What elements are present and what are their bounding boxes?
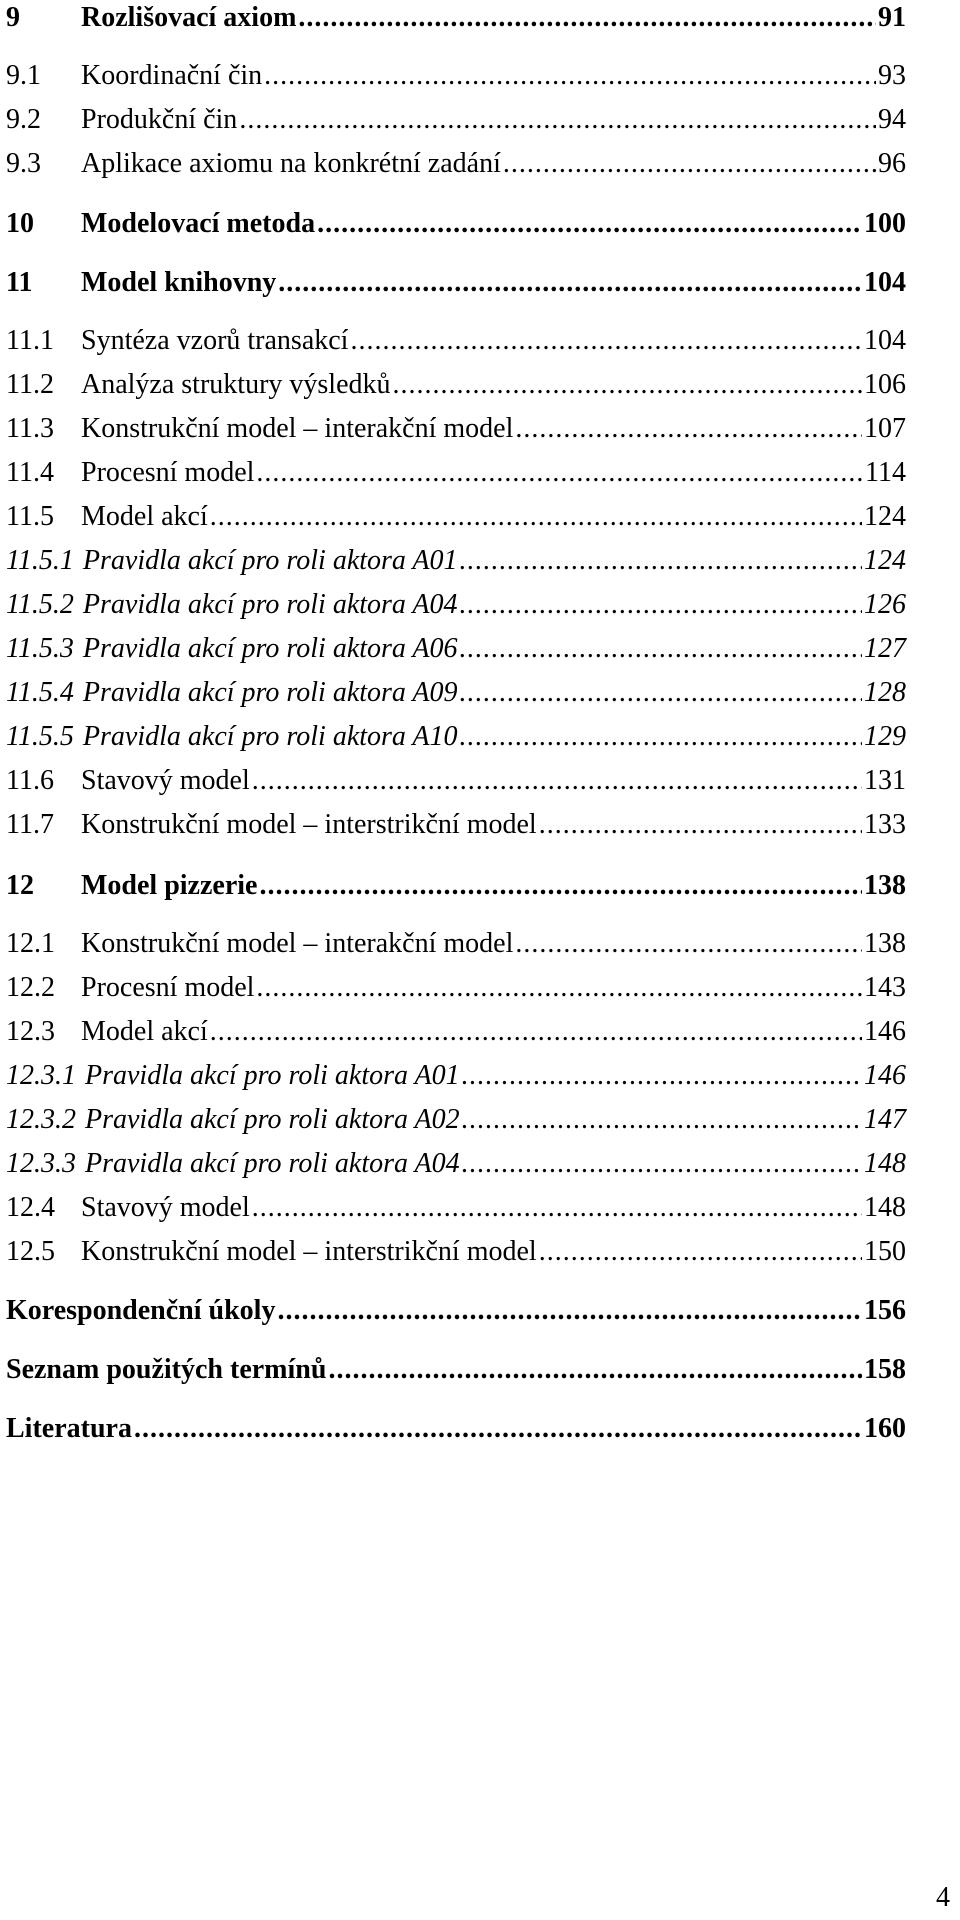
toc-entry-title: Procesní model: [81, 457, 255, 488]
toc-leader-dots: [259, 868, 862, 904]
toc-entry-title: Pravidla akcí pro roli aktora A09: [82, 677, 458, 708]
toc-entry-title: Rozlišovací axiom: [81, 2, 297, 33]
toc-entry-title: Koordinační čin: [81, 60, 263, 91]
toc-entry[interactable]: [6, 455, 906, 491]
toc-entry-number: 11.5.5: [6, 721, 74, 752]
toc-entry-page: 124: [864, 545, 906, 576]
toc-entry[interactable]: [6, 1234, 906, 1270]
toc-entry-number: 11: [6, 267, 33, 298]
toc-entry-number: 12.3: [6, 1016, 55, 1047]
toc-entry-title: Analýza struktury výsledků: [81, 369, 391, 400]
toc-entry-title: Korespondenční úkoly: [6, 1295, 276, 1326]
toc-leader-dots: [350, 323, 862, 359]
toc-entry-page: 148: [864, 1192, 906, 1223]
toc-entry-page: 126: [864, 589, 906, 620]
toc-entry-number: 11.5: [6, 501, 54, 532]
toc-entry-number: 10: [6, 208, 34, 239]
toc-entry-page: 106: [864, 369, 906, 400]
toc-entry-title: Procesní model: [81, 972, 255, 1003]
toc-entry-number: 9: [6, 2, 20, 33]
toc-entry-page: 96: [878, 148, 906, 179]
toc-entry-number: 12.4: [6, 1192, 55, 1223]
toc-entry-page: 107: [864, 413, 906, 444]
toc-entry-number: 12.3.3: [6, 1148, 76, 1179]
toc-entry-number: 12.3.1: [6, 1060, 76, 1091]
toc-entry-title: Pravidla akcí pro roli aktora A01: [85, 1060, 460, 1091]
toc-entry-title: Produkční čin: [81, 104, 238, 135]
toc-leader-dots: [210, 499, 862, 535]
toc-entry-page: 146: [864, 1016, 906, 1047]
toc-leader-dots: [460, 719, 862, 755]
toc-entry-number: 11.2: [6, 369, 54, 400]
toc-entry-title: Pravidla akcí pro roli aktora A04: [85, 1148, 460, 1179]
toc-entry-title: Konstrukční model – interstrikční model: [81, 809, 537, 840]
toc-entry-title: Seznam použitých termínů: [6, 1354, 327, 1385]
toc-entry-number: 11.5.4: [6, 677, 74, 708]
toc-entry[interactable]: [6, 1293, 906, 1329]
toc-entry[interactable]: [6, 970, 906, 1006]
toc-entry[interactable]: [6, 367, 906, 403]
toc-entry-page: 124: [864, 501, 906, 532]
toc-entry[interactable]: [6, 1146, 906, 1182]
toc-leader-dots: [515, 926, 862, 962]
toc-leader-dots: [264, 58, 876, 94]
toc-entry-number: 11.7: [6, 809, 54, 840]
toc-entry-page: 129: [864, 721, 906, 752]
toc-entry-page: 146: [864, 1060, 906, 1091]
toc-entry[interactable]: [6, 146, 906, 182]
toc-entry[interactable]: [6, 587, 906, 623]
toc-entry[interactable]: [6, 631, 906, 667]
toc-entry-title: Model akcí: [81, 1016, 208, 1047]
toc-entry[interactable]: [6, 719, 906, 755]
toc-entry[interactable]: [6, 102, 906, 138]
toc-entry[interactable]: [6, 411, 906, 447]
toc-leader-dots: [460, 631, 862, 667]
toc-entry-title: Stavový model: [81, 765, 250, 796]
toc-entry[interactable]: [6, 763, 906, 799]
toc-leader-dots: [210, 1014, 862, 1050]
toc-entry[interactable]: [6, 1014, 906, 1050]
page-number: 4: [936, 1882, 950, 1913]
toc-entry[interactable]: [6, 868, 906, 904]
toc-leader-dots: [252, 763, 862, 799]
toc-leader-dots: [462, 1146, 862, 1182]
toc-leader-dots: [239, 102, 876, 138]
toc-entry-number: 11.5.1: [6, 545, 74, 576]
toc-entry-number: 9.3: [6, 148, 41, 179]
toc-entry-number: 11.5.2: [6, 589, 74, 620]
toc-leader-dots: [515, 411, 862, 447]
toc-leader-dots: [393, 367, 863, 403]
toc-leader-dots: [503, 146, 876, 182]
toc-entry-title: Syntéza vzorů transakcí: [81, 325, 349, 356]
toc-entry[interactable]: [6, 499, 906, 535]
toc-entry-page: 104: [864, 267, 906, 298]
toc-entry-number: 12.1: [6, 928, 55, 959]
toc-entry-title: Literatura: [6, 1413, 132, 1444]
toc-entry-number: 11.1: [6, 325, 54, 356]
toc-entry-page: 143: [864, 972, 906, 1003]
toc-entry-title: Aplikace axiomu na konkrétní zadání: [81, 148, 501, 179]
toc-entry-number: 11.3: [6, 413, 54, 444]
toc-entry-page: 128: [864, 677, 906, 708]
toc-entry-title: Pravidla akcí pro roli aktora A06: [82, 633, 458, 664]
toc-entry-title: Model akcí: [81, 501, 208, 532]
toc-entry-number: 12.2: [6, 972, 55, 1003]
toc-entry[interactable]: [6, 926, 906, 962]
toc-entry-page: 127: [864, 633, 906, 664]
toc-leader-dots: [462, 1058, 862, 1094]
toc-leader-dots: [278, 265, 862, 301]
toc-leader-dots: [317, 206, 862, 242]
toc-entry-page: 147: [864, 1104, 906, 1135]
toc-entry-page: 150: [864, 1236, 906, 1267]
toc-entry-number: 9.2: [6, 104, 41, 135]
toc-entry-number: 11.5.3: [6, 633, 74, 664]
toc-leader-dots: [277, 1293, 862, 1329]
toc-entry-page: 133: [864, 809, 906, 840]
toc-leader-dots: [460, 543, 862, 579]
toc-entry[interactable]: [6, 1352, 906, 1388]
toc-entry-page: 138: [864, 928, 906, 959]
toc-entry[interactable]: [6, 543, 906, 579]
toc-entry-title: Konstrukční model – interakční model: [81, 928, 514, 959]
toc-entry-title: Modelovací metoda: [81, 208, 316, 239]
toc-entry-number: 12.5: [6, 1236, 55, 1267]
toc-leader-dots: [256, 970, 862, 1006]
toc-entry[interactable]: [6, 1058, 906, 1094]
toc-entry[interactable]: [6, 675, 906, 711]
toc-entry[interactable]: [6, 1411, 906, 1447]
toc-entry-number: 12: [6, 870, 34, 901]
toc-entry-page: 94: [878, 104, 906, 135]
toc-leader-dots: [460, 587, 862, 623]
toc-entry-title: Pravidla akcí pro roli aktora A04: [82, 589, 458, 620]
toc-entry-title: Konstrukční model – interstrikční model: [81, 1236, 537, 1267]
toc-entry-number: 11.6: [6, 765, 54, 796]
toc-entry-page: 160: [864, 1413, 906, 1444]
toc-leader-dots: [134, 1411, 862, 1447]
toc-entry-page: 104: [864, 325, 906, 356]
toc-entry-page: 156: [864, 1295, 906, 1326]
toc-entry-page: 93: [878, 60, 906, 91]
toc-entry-title: Pravidla akcí pro roli aktora A10: [82, 721, 458, 752]
toc-entry-page: 91: [878, 2, 906, 33]
toc-leader-dots: [328, 1352, 862, 1388]
toc-entry-page: 114: [865, 457, 906, 488]
toc-entry[interactable]: [6, 0, 906, 36]
toc-entry-number: 12.3.2: [6, 1104, 76, 1135]
toc-entry[interactable]: [6, 1190, 906, 1226]
toc-entry-title: Konstrukční model – interakční model: [81, 413, 514, 444]
toc-entry[interactable]: [6, 1102, 906, 1138]
toc-entry-number: 9.1: [6, 60, 41, 91]
toc-entry-title: Model knihovny: [81, 267, 277, 298]
toc-entry-number: 11.4: [6, 457, 54, 488]
toc-entry[interactable]: [6, 265, 906, 301]
toc-entry-page: 138: [864, 870, 906, 901]
toc-entry-title: Stavový model: [81, 1192, 250, 1223]
toc-entry-title: Model pizzerie: [81, 870, 258, 901]
toc-entry-title: Pravidla akcí pro roli aktora A02: [85, 1104, 460, 1135]
toc-entry[interactable]: [6, 807, 906, 843]
toc-entry-title: Pravidla akcí pro roli aktora A01: [82, 545, 458, 576]
toc-leader-dots: [298, 0, 876, 36]
toc-entry[interactable]: [6, 58, 906, 94]
toc-entry-page: 131: [864, 765, 906, 796]
toc-entry[interactable]: [6, 323, 906, 359]
toc-entry-page: 100: [864, 208, 906, 239]
toc-entry[interactable]: [6, 206, 906, 242]
toc-leader-dots: [462, 1102, 862, 1138]
toc-entry-page: 158: [864, 1354, 906, 1385]
toc-leader-dots: [256, 455, 863, 491]
toc-entry-page: 148: [864, 1148, 906, 1179]
toc-leader-dots: [539, 1234, 862, 1270]
toc-leader-dots: [252, 1190, 862, 1226]
toc-leader-dots: [539, 807, 862, 843]
toc-leader-dots: [460, 675, 862, 711]
